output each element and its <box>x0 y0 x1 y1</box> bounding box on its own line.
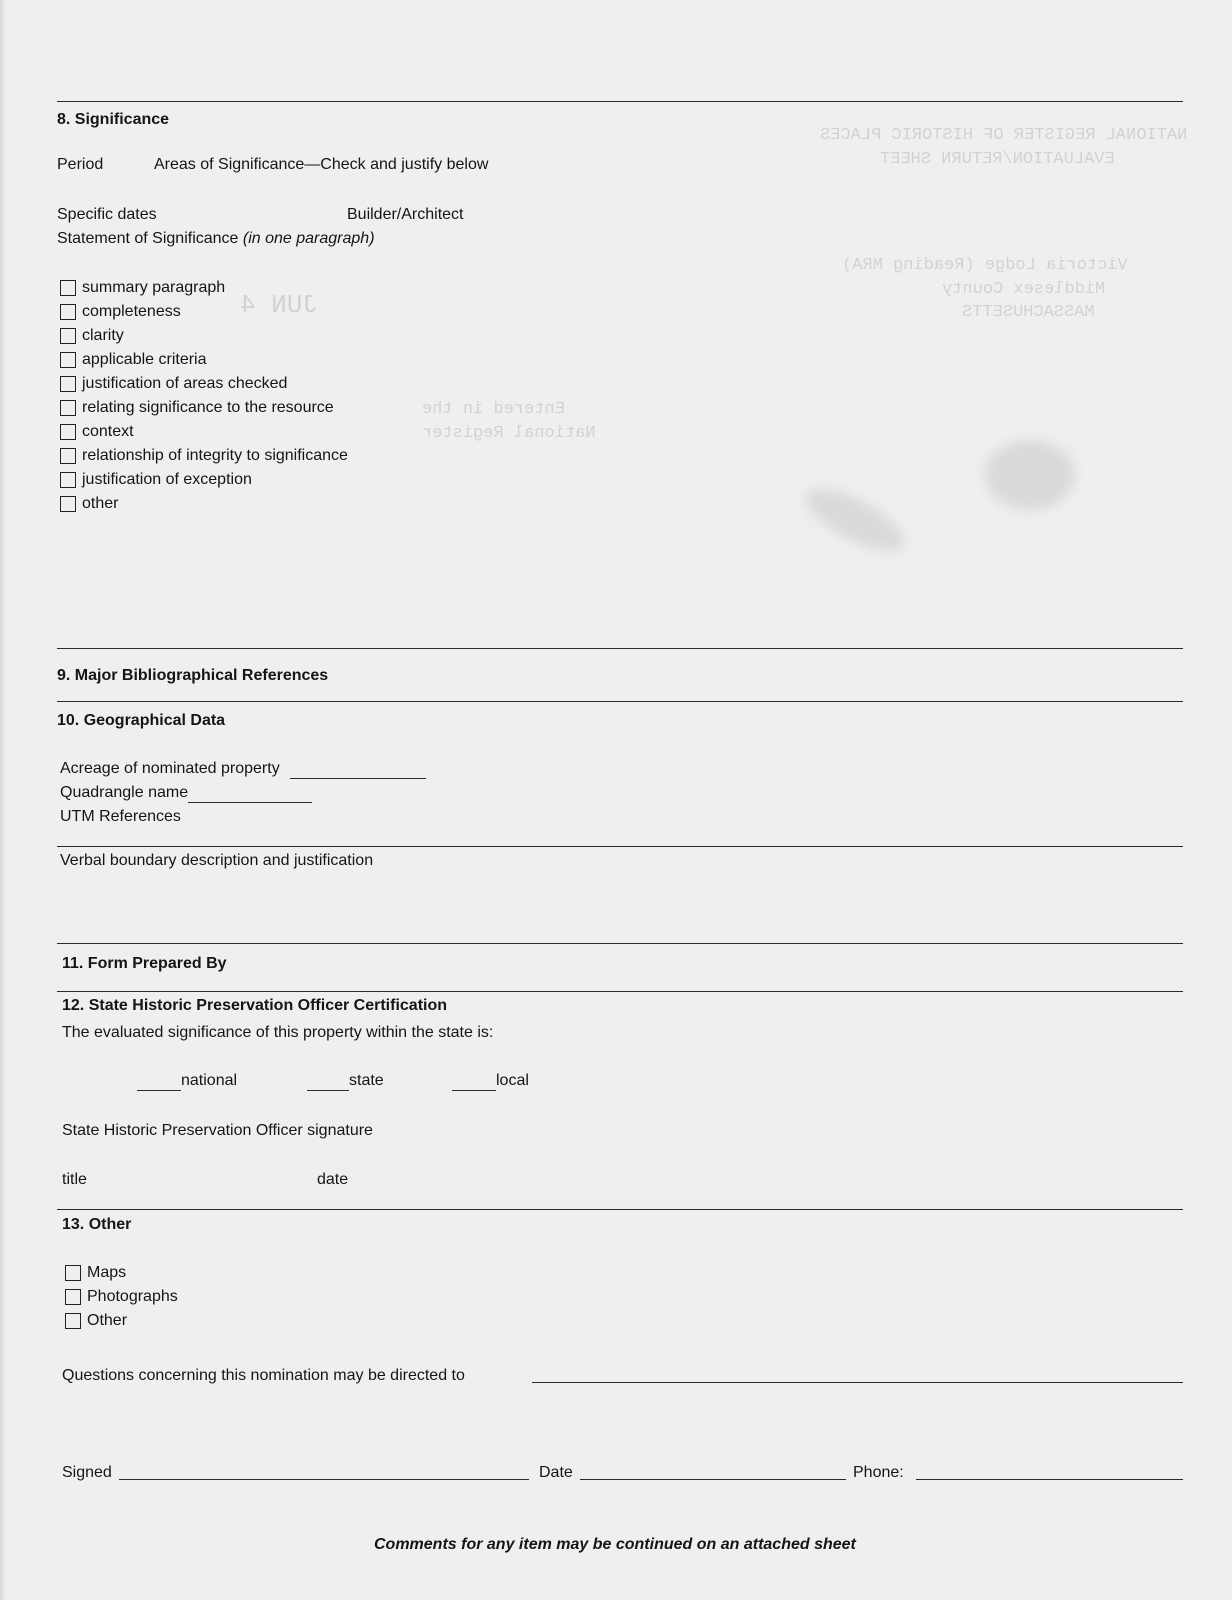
signed-label: Signed <box>62 1464 112 1481</box>
phone-label: Phone: <box>853 1464 904 1481</box>
statement-note: (in one paragraph) <box>242 230 375 247</box>
checkbox-label: context <box>82 423 134 440</box>
check-photographs[interactable] <box>65 1287 178 1307</box>
checkbox-label: clarity <box>82 327 124 344</box>
check-summary-paragraph[interactable] <box>60 278 225 298</box>
checkbox[interactable] <box>65 1313 81 1329</box>
statement-label: Statement of Significance <box>57 230 239 247</box>
section-12-heading: 12. State Historic Preservation Officer Certification <box>62 997 448 1014</box>
check-context[interactable] <box>60 422 134 442</box>
rule-before-section-10 <box>57 701 1183 702</box>
check-maps[interactable] <box>65 1263 126 1283</box>
checkbox[interactable] <box>60 472 76 488</box>
specific-dates-label: Specific dates <box>57 206 157 223</box>
verbal-boundary-label: Verbal boundary description and justification <box>60 852 374 869</box>
evaluated-significance-text: The evaluated significance of this property within the state is: <box>62 1024 494 1041</box>
check-applicable-criteria[interactable] <box>60 350 207 370</box>
check-justification-exception[interactable] <box>60 470 252 490</box>
bleed-property: Victoria Lodge (Reading MRA) <box>842 256 1128 275</box>
national-blank[interactable] <box>137 1074 181 1091</box>
checkbox[interactable] <box>65 1265 81 1281</box>
option-state <box>307 1071 384 1091</box>
statement-of-significance <box>57 229 375 249</box>
bleed-entered-1: Entered in the <box>422 400 565 419</box>
bleed-entered-2: National Register <box>422 424 596 443</box>
cert-date-label: date <box>317 1171 349 1188</box>
check-relating-significance[interactable] <box>60 398 334 418</box>
quadrangle-label: Quadrangle name <box>60 784 189 801</box>
acreage-row <box>60 759 426 779</box>
checkbox[interactable] <box>60 304 76 320</box>
rule-verbal-boundary <box>57 846 1183 847</box>
local-blank[interactable] <box>452 1074 496 1091</box>
check-other-attachments[interactable] <box>65 1311 127 1331</box>
checkbox-label: summary paragraph <box>82 279 226 296</box>
period-label: Period <box>57 156 104 173</box>
smudge-streak <box>797 477 913 564</box>
phone-field[interactable] <box>916 1463 1183 1480</box>
checkbox-label: Other <box>87 1312 128 1329</box>
checkbox-label: justification of exception <box>82 471 252 488</box>
checkbox[interactable] <box>60 280 76 296</box>
checkbox[interactable] <box>60 328 76 344</box>
utm-references-label: UTM References <box>60 808 181 825</box>
date-label: Date <box>539 1464 573 1481</box>
quadrangle-field[interactable] <box>188 786 312 803</box>
title-label: title <box>62 1171 87 1188</box>
signed-field[interactable] <box>119 1463 529 1480</box>
section-11-heading: 11. Form Prepared By <box>62 955 227 972</box>
local-label: local <box>496 1072 529 1089</box>
checkbox-label: applicable criteria <box>82 351 207 368</box>
checkbox[interactable] <box>60 496 76 512</box>
shpo-signature-label: State Historic Preservation Officer signature <box>62 1122 373 1139</box>
checkbox[interactable] <box>60 400 76 416</box>
state-label: state <box>349 1072 384 1089</box>
checkbox[interactable] <box>60 352 76 368</box>
check-clarity[interactable] <box>60 326 124 346</box>
rule-top <box>57 101 1183 102</box>
acreage-label: Acreage of nominated property <box>60 760 280 777</box>
check-completeness[interactable] <box>60 302 181 322</box>
bleed-stamp: JUN 4 <box>240 290 319 320</box>
checkbox-label: relationship of integrity to significance <box>82 447 348 464</box>
rule-before-section-13 <box>57 1209 1183 1210</box>
check-justification-areas[interactable] <box>60 374 287 394</box>
option-local <box>452 1071 529 1091</box>
checkbox-label: Photographs <box>87 1288 178 1305</box>
builder-architect-label: Builder/Architect <box>347 206 464 223</box>
checkbox-label: Maps <box>87 1264 127 1281</box>
quadrangle-row <box>60 783 312 803</box>
areas-of-significance-label: Areas of Significance—Check and justify below <box>154 156 489 173</box>
section-13-heading: 13. Other <box>62 1216 132 1233</box>
rule-before-section-9 <box>57 648 1183 649</box>
option-national <box>137 1071 237 1091</box>
checkbox-label: other <box>82 495 119 512</box>
section-8-heading: 8. Significance <box>57 111 170 128</box>
page-edge-shadow <box>0 0 6 1600</box>
questions-label: Questions concerning this nomination may be directed to <box>62 1367 465 1384</box>
bleed-county: Middlesex County <box>942 280 1106 299</box>
check-integrity-significance[interactable] <box>60 446 348 466</box>
checkbox-label: completeness <box>82 303 181 320</box>
national-label: national <box>181 1072 238 1089</box>
checkbox[interactable] <box>60 376 76 392</box>
section-10-heading: 10. Geographical Data <box>57 712 226 729</box>
state-blank[interactable] <box>307 1074 349 1091</box>
checkbox[interactable] <box>60 424 76 440</box>
bleed-state: MASSACHUSETTS <box>962 303 1095 322</box>
bleed-line-2: EVALUATION/RETURN SHEET <box>880 150 1115 169</box>
questions-field[interactable] <box>532 1366 1183 1383</box>
checkbox-label: relating significance to the resource <box>82 399 334 416</box>
checkbox[interactable] <box>60 448 76 464</box>
rule-before-section-12 <box>57 991 1183 992</box>
smudge-mark <box>985 440 1075 510</box>
checkbox[interactable] <box>65 1289 81 1305</box>
checkbox-label: justification of areas checked <box>82 375 288 392</box>
rule-before-section-11 <box>57 943 1183 944</box>
date-field[interactable] <box>580 1463 846 1480</box>
check-other[interactable] <box>60 494 118 514</box>
acreage-field[interactable] <box>290 762 426 779</box>
bleed-line-1: NATIONAL REGISTER OF HISTORIC PLACES <box>820 126 1188 145</box>
section-9-heading: 9. Major Bibliographical References <box>57 667 329 684</box>
footer-note: Comments for any item may be continued on an attached sheet <box>374 1536 856 1553</box>
